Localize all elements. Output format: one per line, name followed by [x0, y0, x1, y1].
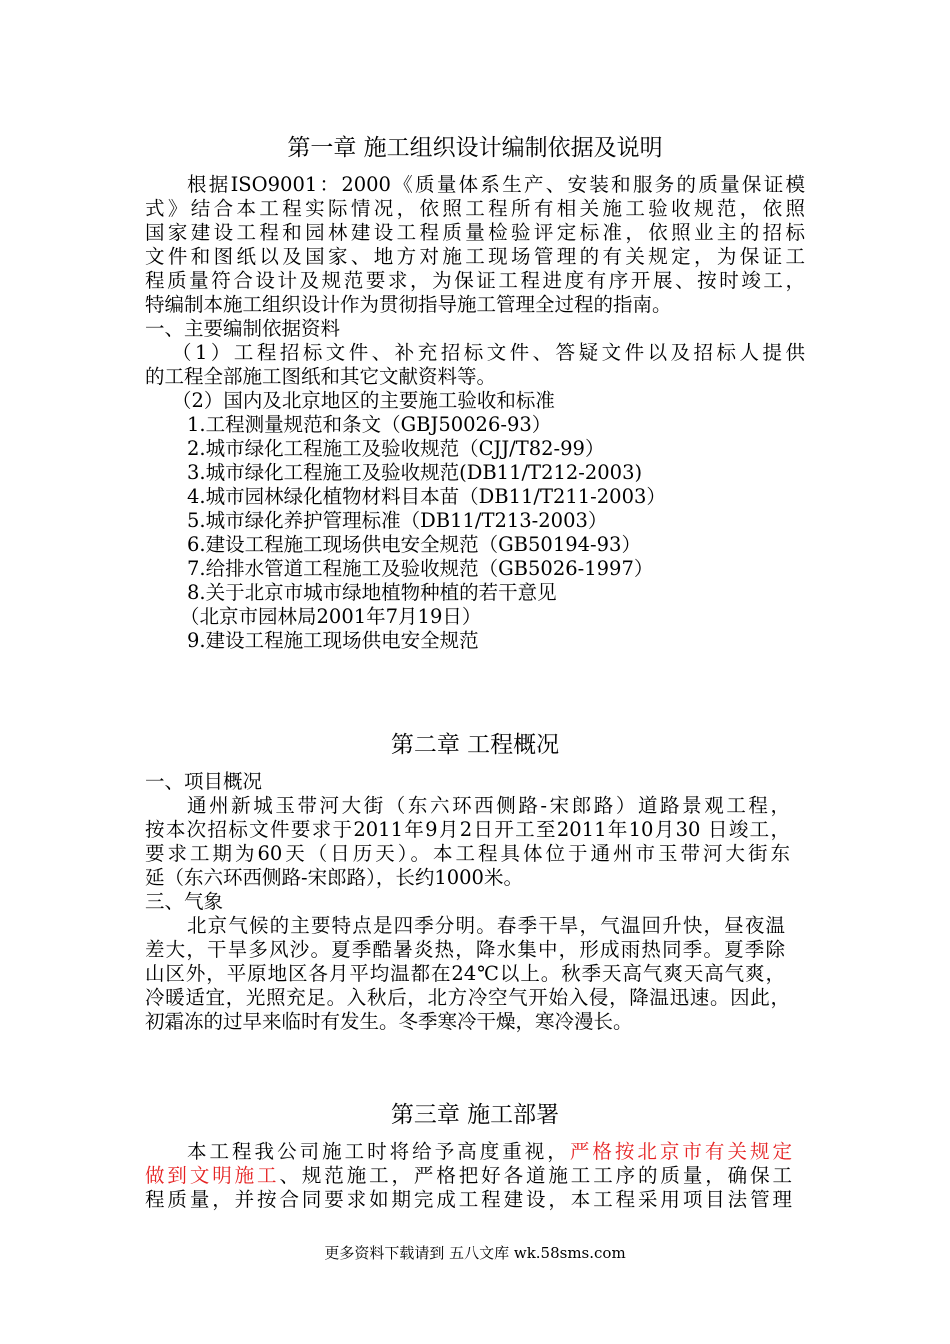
deployment-line-3: 程质量，并按合同要求如期完成工程建设，本工程采用项目法管理 [145, 1188, 792, 1211]
basis-item-2: （2）国内及北京地区的主要施工验收和标准 [172, 389, 555, 412]
standard-item: 1.工程测量规范和条文（GBJ50026-93） [187, 413, 552, 436]
section-heading: 三、气象 [145, 890, 224, 913]
deployment-text: 、规范施工，严格把好各道施工工序的质量，确保工 [279, 1164, 792, 1187]
chapter1-intro-line: 国家建设工程和园林建设工程质量检验评定标准，依照业主的招标 [145, 221, 805, 244]
chapter3-title: 第三章 施工部署 [390, 1102, 560, 1128]
climate-line: 差大，干旱多风沙。夏季酷暑炎热，降水集中，形成雨热同季。夏季除 [145, 938, 785, 961]
deployment-text: 本工程我公司施工时将给予高度重视， [187, 1140, 570, 1163]
standard-item: 3.城市绿化工程施工及验收规范(DB11/T212-2003) [187, 461, 643, 484]
overview-line: 要求工期为60天（日历天）。本工程具体位于通州市玉带河大街东 [145, 842, 790, 865]
basis-item-1-line: （1）工程招标文件、补充招标文件、答疑文件以及招标人提供 [172, 341, 805, 364]
climate-line: 北京气候的主要特点是四季分明。春季干旱，气温回升快，昼夜温 [187, 914, 785, 937]
highlight-text: 做到文明施工 [145, 1164, 280, 1187]
chapter1-intro-line: 根据ISO9001：2000《质量体系生产、安装和服务的质量保证模 [187, 173, 805, 196]
overview-line: 通州新城玉带河大街（东六环西侧路-宋郎路）道路景观工程， [187, 794, 790, 817]
standard-item: 6.建设工程施工现场供电安全规范（GB50194-93） [187, 533, 641, 556]
climate-line: 山区外，平原地区各月平均温都在24℃以上。秋季天高气爽天高气爽， [145, 962, 785, 985]
chapter1-intro-line: 文件和图纸以及国家、地方对施工现场管理的有关规定，为保证工 [145, 245, 805, 268]
highlight-text: 严格按北京市有关规定 [569, 1140, 792, 1163]
chapter1-intro-line: 式》结合本工程实际情况，依照工程所有相关施工验收规范，依照 [145, 197, 805, 220]
standard-item: （北京市园林局2001年7月19日） [180, 605, 482, 628]
chapter1-intro-line: 特编制本施工组织设计作为贯彻指导施工管理全过程的指南。 [145, 293, 672, 316]
climate-line: 冷暖适宜，光照充足。入秋后，北方冷空气开始入侵，降温迅速。因此， [145, 986, 790, 1009]
overview-line: 按本次招标文件要求于2011年9月2日开工至2011年10月30 日竣工， [145, 818, 790, 841]
chapter1-intro-line: 程质量符合设计及规范要求，为保证工程进度有序开展、按时竣工， [145, 269, 805, 292]
standard-item: 8.关于北京市城市绿地植物种植的若干意见 [187, 581, 557, 604]
section-heading: 一、主要编制依据资料 [145, 317, 341, 340]
standard-item: 7.给排水管道工程施工及验收规范（GB5026-1997） [187, 557, 654, 580]
standard-item: 4.城市园林绿化植物材料目本苗（DB11/T211-2003） [187, 485, 666, 508]
section-heading: 一、项目概况 [145, 770, 263, 793]
overview-line: 延（东六环西侧路-宋郎路），长约1000米。 [145, 866, 523, 889]
deployment-line-2 [145, 1164, 792, 1188]
chapter2-title: 第二章 工程概况 [390, 732, 560, 758]
standard-item: 5.城市绿化养护管理标准（DB11/T213-2003） [187, 509, 608, 532]
footer-link-text: 更多资料下载请到 五八文库 wk.58sms.com [324, 1244, 626, 1262]
standard-item: 9.建设工程施工现场供电安全规范 [187, 629, 479, 652]
deployment-line-1 [187, 1140, 792, 1164]
standard-item: 2.城市绿化工程施工及验收规范（CJJ/T82-99） [187, 437, 605, 460]
climate-line: 初霜冻的过早来临时有发生。冬季寒冷干燥，寒冷漫长。 [145, 1010, 633, 1033]
chapter1-title: 第一章 施工组织设计编制依据及说明 [287, 135, 663, 161]
basis-item-1-line: 的工程全部施工图纸和其它文献资料等。 [145, 365, 497, 388]
